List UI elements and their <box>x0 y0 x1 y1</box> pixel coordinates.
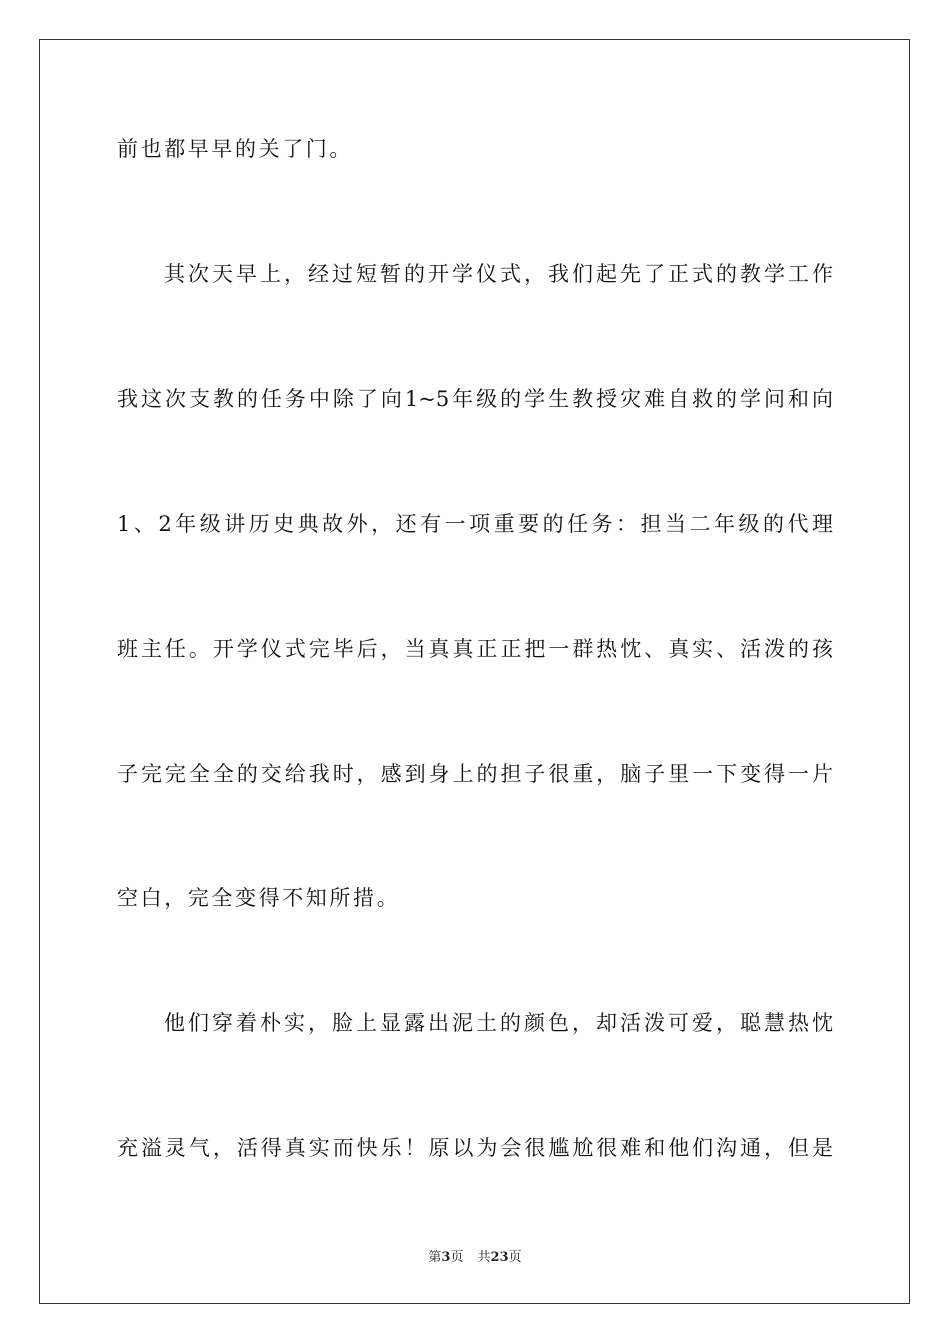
text-line-6: 子完完全全的交给我时，感到身上的担子很重，脑子里一下变得一片 <box>117 762 833 786</box>
total-suffix: 页 <box>508 1250 522 1265</box>
text-line-8: 他们穿着朴实，脸上显露出泥土的颜色，却活泼可爱，聪慧热忱 <box>164 1011 833 1035</box>
text-line-1: 前也都早早的关了门。 <box>117 137 353 161</box>
page-footer <box>0 1246 950 1265</box>
text-line-2: 其次天早上，经过短暂的开学仪式，我们起先了正式的教学工作 <box>164 262 833 286</box>
page-prefix: 第 <box>428 1250 442 1265</box>
text-line-7: 空白，完全变得不知所措。 <box>117 886 401 910</box>
total-pages: 23 <box>490 1250 509 1265</box>
page-number: 3 <box>441 1250 451 1265</box>
page-suffix: 页 <box>450 1250 464 1265</box>
total-prefix: 共 <box>477 1250 491 1265</box>
text-line-3: 我这次支教的任务中除了向1~5年级的学生教授灾难自救的学问和向 <box>117 387 833 411</box>
page-border <box>39 39 910 1304</box>
text-line-9: 充溢灵气，活得真实而快乐！原以为会很尴尬很难和他们沟通，但是 <box>117 1136 833 1160</box>
text-line-5: 班主任。开学仪式完毕后，当真真正正把一群热忱、真实、活泼的孩 <box>117 637 833 661</box>
text-line-4: 1、2年级讲历史典故外，还有一项重要的任务：担当二年级的代理 <box>117 512 833 536</box>
